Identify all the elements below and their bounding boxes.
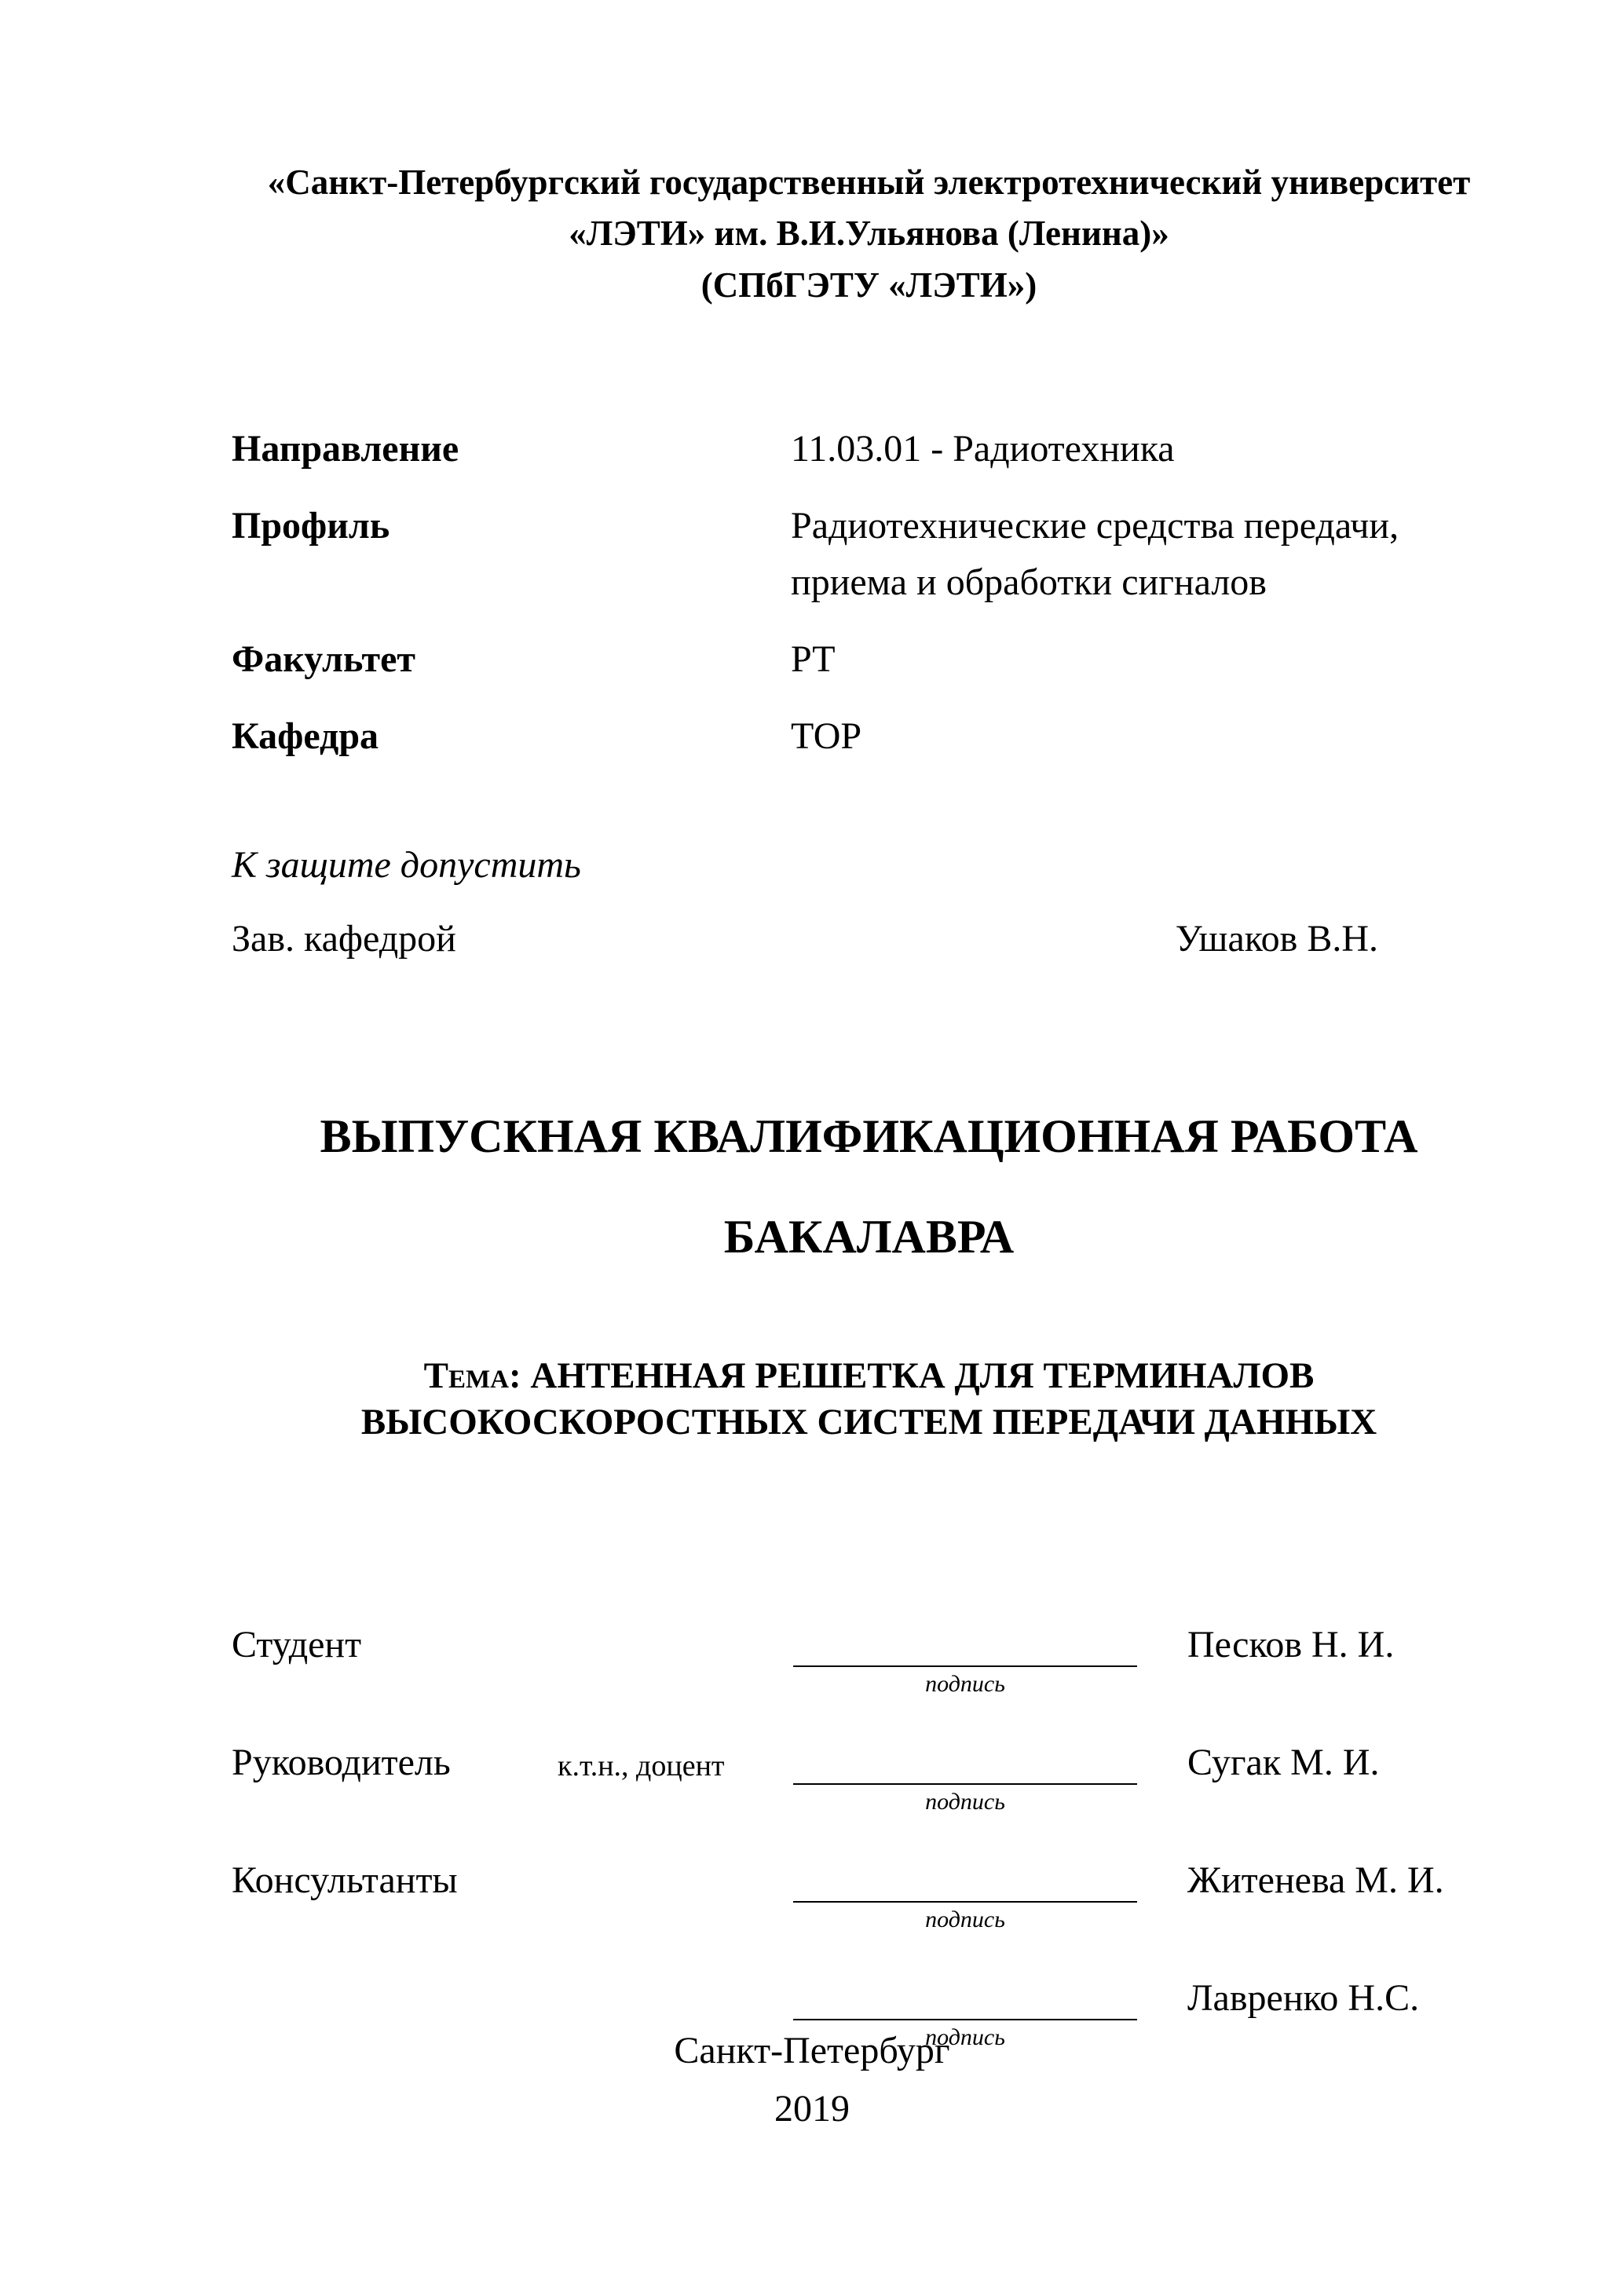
footer-city: Санкт-Петербург (674, 2030, 950, 2071)
department-label: Кафедра (232, 715, 379, 757)
signature-caption: подпись (925, 2024, 1005, 2051)
topic-text-line2: ВЫСОКОСКОРОСТНЫХ СИСТЕМ ПЕРЕДАЧИ ДАННЫХ (360, 1401, 1377, 1442)
signature-caption: подпись (925, 1907, 1005, 1933)
signature-name: Песков Н. И. (1187, 1624, 1395, 1666)
signature-role: Руководитель (232, 1742, 451, 1784)
approval-block (232, 837, 1506, 967)
department-head-row (232, 911, 1506, 967)
faculty-label: Факультет (232, 638, 415, 680)
department-head-name: Ушаков В.Н. (1175, 917, 1378, 960)
signature-role: Студент (232, 1624, 362, 1666)
signature-name: Лавренко Н.С. (1187, 1977, 1420, 2020)
signature-line (793, 1621, 1137, 1667)
signature-line-wrap (793, 1857, 1154, 1934)
university-name-line2: «ЛЭТИ» им. В.И.Ульянова (Ленина)» (569, 214, 1169, 254)
faculty-value: РТ (791, 638, 836, 680)
signature-degree (558, 1975, 793, 1978)
signature-caption: подпись (925, 1789, 1005, 1815)
university-name-line3: (СПбГЭТУ «ЛЭТИ») (700, 265, 1037, 305)
university-name-line1: «Санкт-Петербургский государственный электротехнический университет (267, 163, 1471, 202)
thesis-title-line1: ВЫПУСКНАЯ КВАЛИФИКАЦИОННАЯ РАБОТА (320, 1110, 1418, 1162)
page-footer (0, 2022, 1624, 2139)
signature-degree: к.т.н., доцент (558, 1749, 725, 1783)
department-head-label: Зав. кафедрой (232, 917, 456, 960)
direction-label: Направление (232, 427, 459, 470)
signature-line (793, 1857, 1137, 1903)
topic-text-line1: АНТЕННАЯ РЕШЕТКА ДЛЯ ТЕРМИНАЛОВ (530, 1355, 1315, 1396)
signature-caption: подпись (925, 1671, 1005, 1698)
profile-label: Профиль (232, 504, 390, 547)
signature-line-wrap (793, 1621, 1154, 1698)
signature-role: Консультанты (232, 1859, 458, 1902)
admit-to-defense-line: К защите допустить (232, 843, 581, 886)
signature-degree (558, 1857, 793, 1860)
thesis-topic (232, 1353, 1506, 1446)
topic-line1 (232, 1353, 1506, 1399)
topic-label: Тема: (423, 1355, 521, 1396)
program-fields (232, 421, 1506, 765)
profile-value: Радиотехнические средства передачи, приема и обработки сигналов (791, 504, 1399, 603)
signature-line-wrap (793, 1739, 1154, 1816)
signature-row-supervisor (232, 1739, 1506, 1816)
direction-value: 11.03.01 - Радиотехника (791, 427, 1175, 470)
thesis-title (232, 1110, 1506, 1263)
signature-row-student (232, 1621, 1506, 1698)
signature-name: Житенева М. И. (1187, 1859, 1444, 1902)
signature-row-consultant-1 (232, 1857, 1506, 1934)
signature-degree (558, 1621, 793, 1625)
signature-name: Сугак М. И. (1187, 1742, 1380, 1784)
footer-year: 2019 (774, 2088, 850, 2130)
signature-line (793, 1739, 1137, 1785)
department-value: ТОР (791, 715, 862, 757)
signature-section (232, 1621, 1506, 2052)
thesis-title-line2: БАКАЛАВРА (723, 1210, 1015, 1263)
university-header (232, 157, 1506, 311)
signature-line (793, 1975, 1137, 2020)
